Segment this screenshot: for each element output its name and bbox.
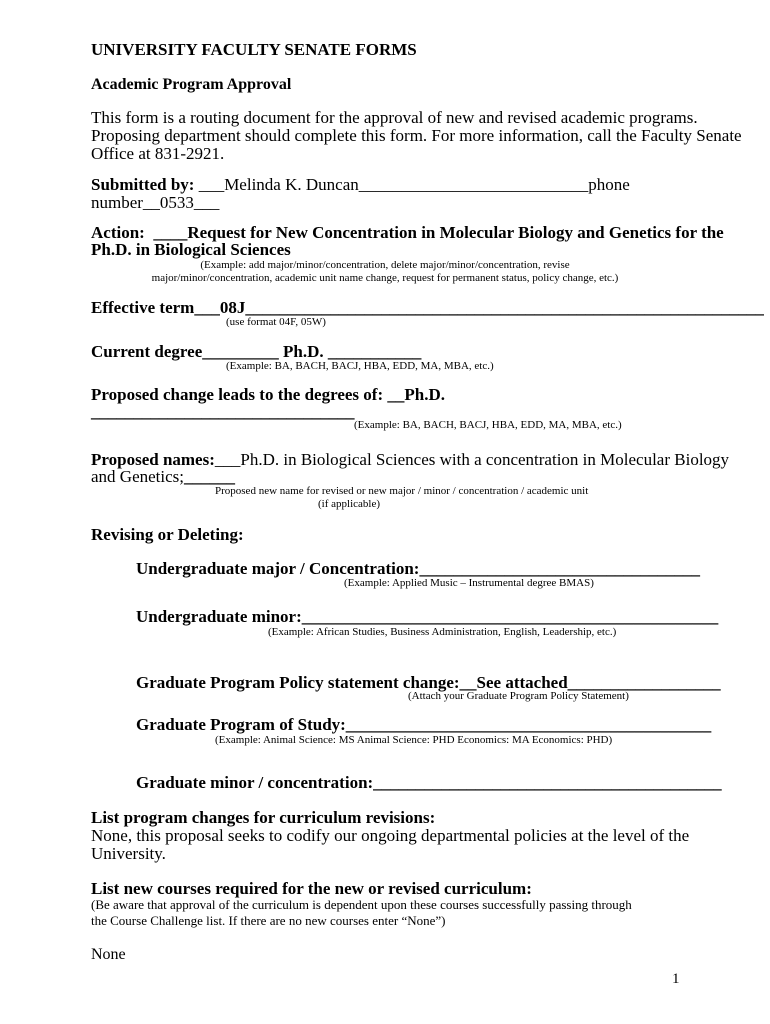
ug-major-hint: (Example: Applied Music – Instrumental degree BMAS): [344, 577, 594, 589]
graduate-minor-field: Graduate minor / concentration:_________________________________________: [136, 773, 722, 792]
submitted-by-value: ___Melinda K. Duncan___________________________phone: [194, 175, 630, 194]
new-courses-note-1: (Be aware that approval of the curriculum is dependent upon these courses successfully passing through: [91, 897, 632, 912]
proposed-names-blank: ______: [184, 467, 235, 486]
revising-heading: Revising or Deleting:: [91, 525, 244, 544]
program-of-study-hint: (Example: Animal Science: MS Animal Science: PHD Economics: MA Economics: PHD): [215, 734, 613, 746]
intro-line-2: Proposing department should complete this form. For more information, call the Faculty Senate: [91, 126, 742, 145]
curriculum-heading: List program changes for curriculum revisions:: [91, 808, 436, 827]
current-degree-hint: (Example: BA, BACH, BACJ, HBA, EDD, MA, MBA, etc.): [226, 360, 494, 372]
proposed-change-hint: (Example: BA, BACH, BACJ, HBA, EDD, MA, MBA, etc.): [354, 419, 622, 431]
proposed-names-cont-text: and Genetics;: [91, 467, 184, 486]
proposed-names-cont: [91, 468, 235, 486]
proposed-names-hint-1: Proposed new name for revised or new major / minor / concentration / academic unit: [215, 485, 589, 497]
current-degree: Current degree_________ Ph.D. ___________: [91, 342, 422, 361]
page-number: 1: [672, 971, 680, 987]
ug-minor-field: Undergraduate minor:_________________________________________________: [136, 607, 719, 626]
curriculum-line-1: None, this proposal seeks to codify our ongoing departmental policies at the level of the: [91, 826, 690, 845]
ug-minor-hint: (Example: African Studies, Business Administration, English, Leadership, etc.): [268, 626, 617, 638]
action-value: ____Request for New Concentration in Molecular Biology and Genetics for the: [153, 223, 724, 242]
proposed-change: Proposed change leads to the degrees of: __Ph.D.: [91, 385, 445, 404]
page-title: UNIVERSITY FACULTY SENATE FORMS: [91, 40, 417, 59]
effective-term-hint: (use format 04F, 05W): [226, 316, 326, 328]
proposed-change-blank: _______________________________: [91, 402, 355, 421]
policy-statement-field: Graduate Program Policy statement change:__See attached__________________: [136, 673, 721, 692]
action-example-1: (Example: add major/minor/concentration, delete major/minor/concentration, revise: [200, 259, 570, 271]
action-example-2: major/minor/concentration, academic unit name change, request for permanent status, policy change, etc.): [151, 272, 619, 284]
curriculum-line-2: University.: [91, 844, 166, 863]
new-courses-heading: List new courses required for the new or revised curriculum:: [91, 879, 532, 898]
intro-line-3: Office at 831-2921.: [91, 144, 225, 163]
ug-major-field: Undergraduate major / Concentration:_________________________________: [136, 559, 700, 578]
action-value-cont: Ph.D. in Biological Sciences: [91, 240, 291, 259]
new-courses-note-2: the Course Challenge list. If there are no new courses enter “None”): [91, 913, 446, 928]
proposed-names-hint-2: (if applicable): [318, 498, 380, 510]
phone-number: number__0533___: [91, 193, 220, 212]
policy-statement-hint: (Attach your Graduate Program Policy Statement): [408, 690, 629, 702]
effective-term: Effective term___08J_____________________________________________________________: [91, 298, 764, 317]
program-of-study-field: Graduate Program of Study:___________________________________________: [136, 715, 712, 734]
submitted-by-row: [91, 176, 630, 194]
action-label: Action:: [91, 223, 145, 242]
new-courses-answer: None: [91, 946, 126, 963]
intro-line-1: This form is a routing document for the approval of new and revised academic programs.: [91, 108, 698, 127]
proposed-names-value: ___Ph.D. in Biological Sciences with a concentration in Molecular Biology: [214, 450, 730, 469]
submitted-by-label: Submitted by:: [91, 175, 195, 194]
form-subtitle: Academic Program Approval: [91, 76, 292, 93]
proposed-names-label: Proposed names:: [91, 450, 215, 469]
